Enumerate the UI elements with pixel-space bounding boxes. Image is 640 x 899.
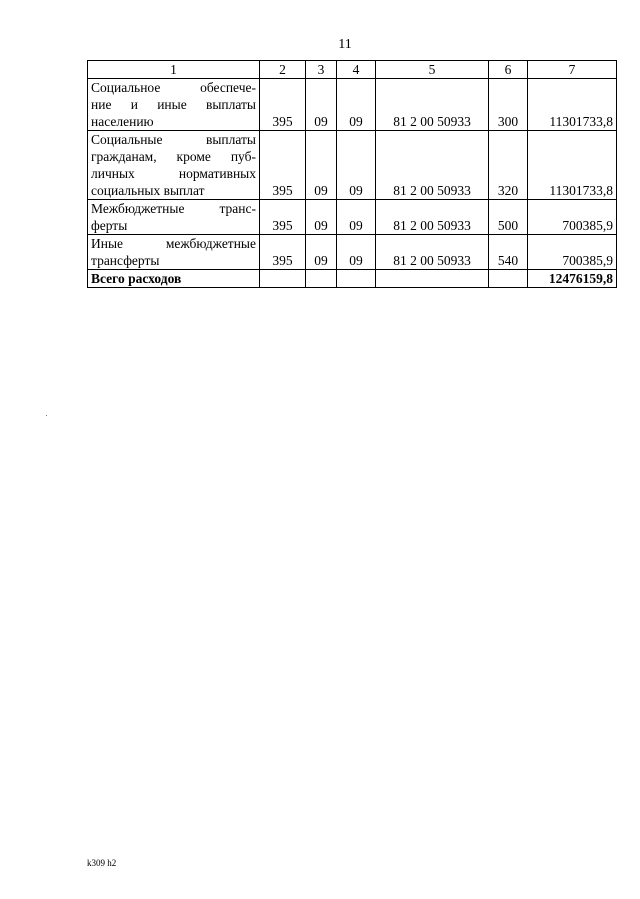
row-name-line: социальных выплат [91,183,205,198]
total-row [88,270,617,288]
empty-cell [376,270,489,288]
row-name-line: населению [91,114,154,129]
table-row [88,79,617,131]
code-cell: 395 [260,131,306,200]
row-name-cell [88,235,260,270]
code-cell: 395 [260,79,306,131]
scan-speck [46,415,47,416]
code-cell: 09 [306,79,337,131]
header-cell: 1 [88,61,260,79]
header-cell: 7 [528,61,617,79]
table-row [88,131,617,200]
code-cell: 81 2 00 50933 [376,79,489,131]
row-name-cell [88,131,260,200]
page-number: 11 [338,37,352,52]
budget-table [87,60,617,288]
amount-cell: 700385,9 [528,200,617,235]
code-cell: 395 [260,235,306,270]
row-name-line: гражданам, кроме пуб- [91,149,256,164]
code-cell: 09 [306,200,337,235]
amount-cell: 11301733,8 [528,79,617,131]
table-header-row [88,61,617,79]
code-cell: 09 [337,131,376,200]
header-cell: 2 [260,61,306,79]
code-cell: 09 [306,131,337,200]
code-cell: 540 [489,235,528,270]
amount-cell: 11301733,8 [528,131,617,200]
code-cell: 300 [489,79,528,131]
row-name-line: личных нормативных [91,166,256,181]
code-cell: 81 2 00 50933 [376,200,489,235]
row-name-line: Межбюджетные транс- [91,201,256,216]
row-name-line: трансферты [91,253,160,268]
empty-cell [337,270,376,288]
amount-cell: 700385,9 [528,235,617,270]
total-label: Всего расходов [88,270,260,288]
table-row [88,235,617,270]
table-row [88,200,617,235]
code-cell: 81 2 00 50933 [376,131,489,200]
code-cell: 09 [337,79,376,131]
document-code: k309 h2 [87,858,117,868]
code-cell: 395 [260,200,306,235]
row-name-line: ние и иные выплаты [91,97,256,112]
header-cell: 4 [337,61,376,79]
code-cell: 09 [306,235,337,270]
total-amount: 12476159,8 [528,270,617,288]
row-name-cell [88,200,260,235]
empty-cell [306,270,337,288]
header-cell: 3 [306,61,337,79]
row-name-line: Социальные выплаты [91,132,256,147]
row-name-line: Иные межбюджетные [91,236,256,251]
empty-cell [260,270,306,288]
code-cell: 09 [337,235,376,270]
header-cell: 6 [489,61,528,79]
row-name-line: Социальное обеспече- [91,80,256,95]
code-cell: 81 2 00 50933 [376,235,489,270]
empty-cell [489,270,528,288]
row-name-line: ферты [91,218,128,233]
code-cell: 500 [489,200,528,235]
code-cell: 320 [489,131,528,200]
header-cell: 5 [376,61,489,79]
row-name-cell [88,79,260,131]
code-cell: 09 [337,200,376,235]
